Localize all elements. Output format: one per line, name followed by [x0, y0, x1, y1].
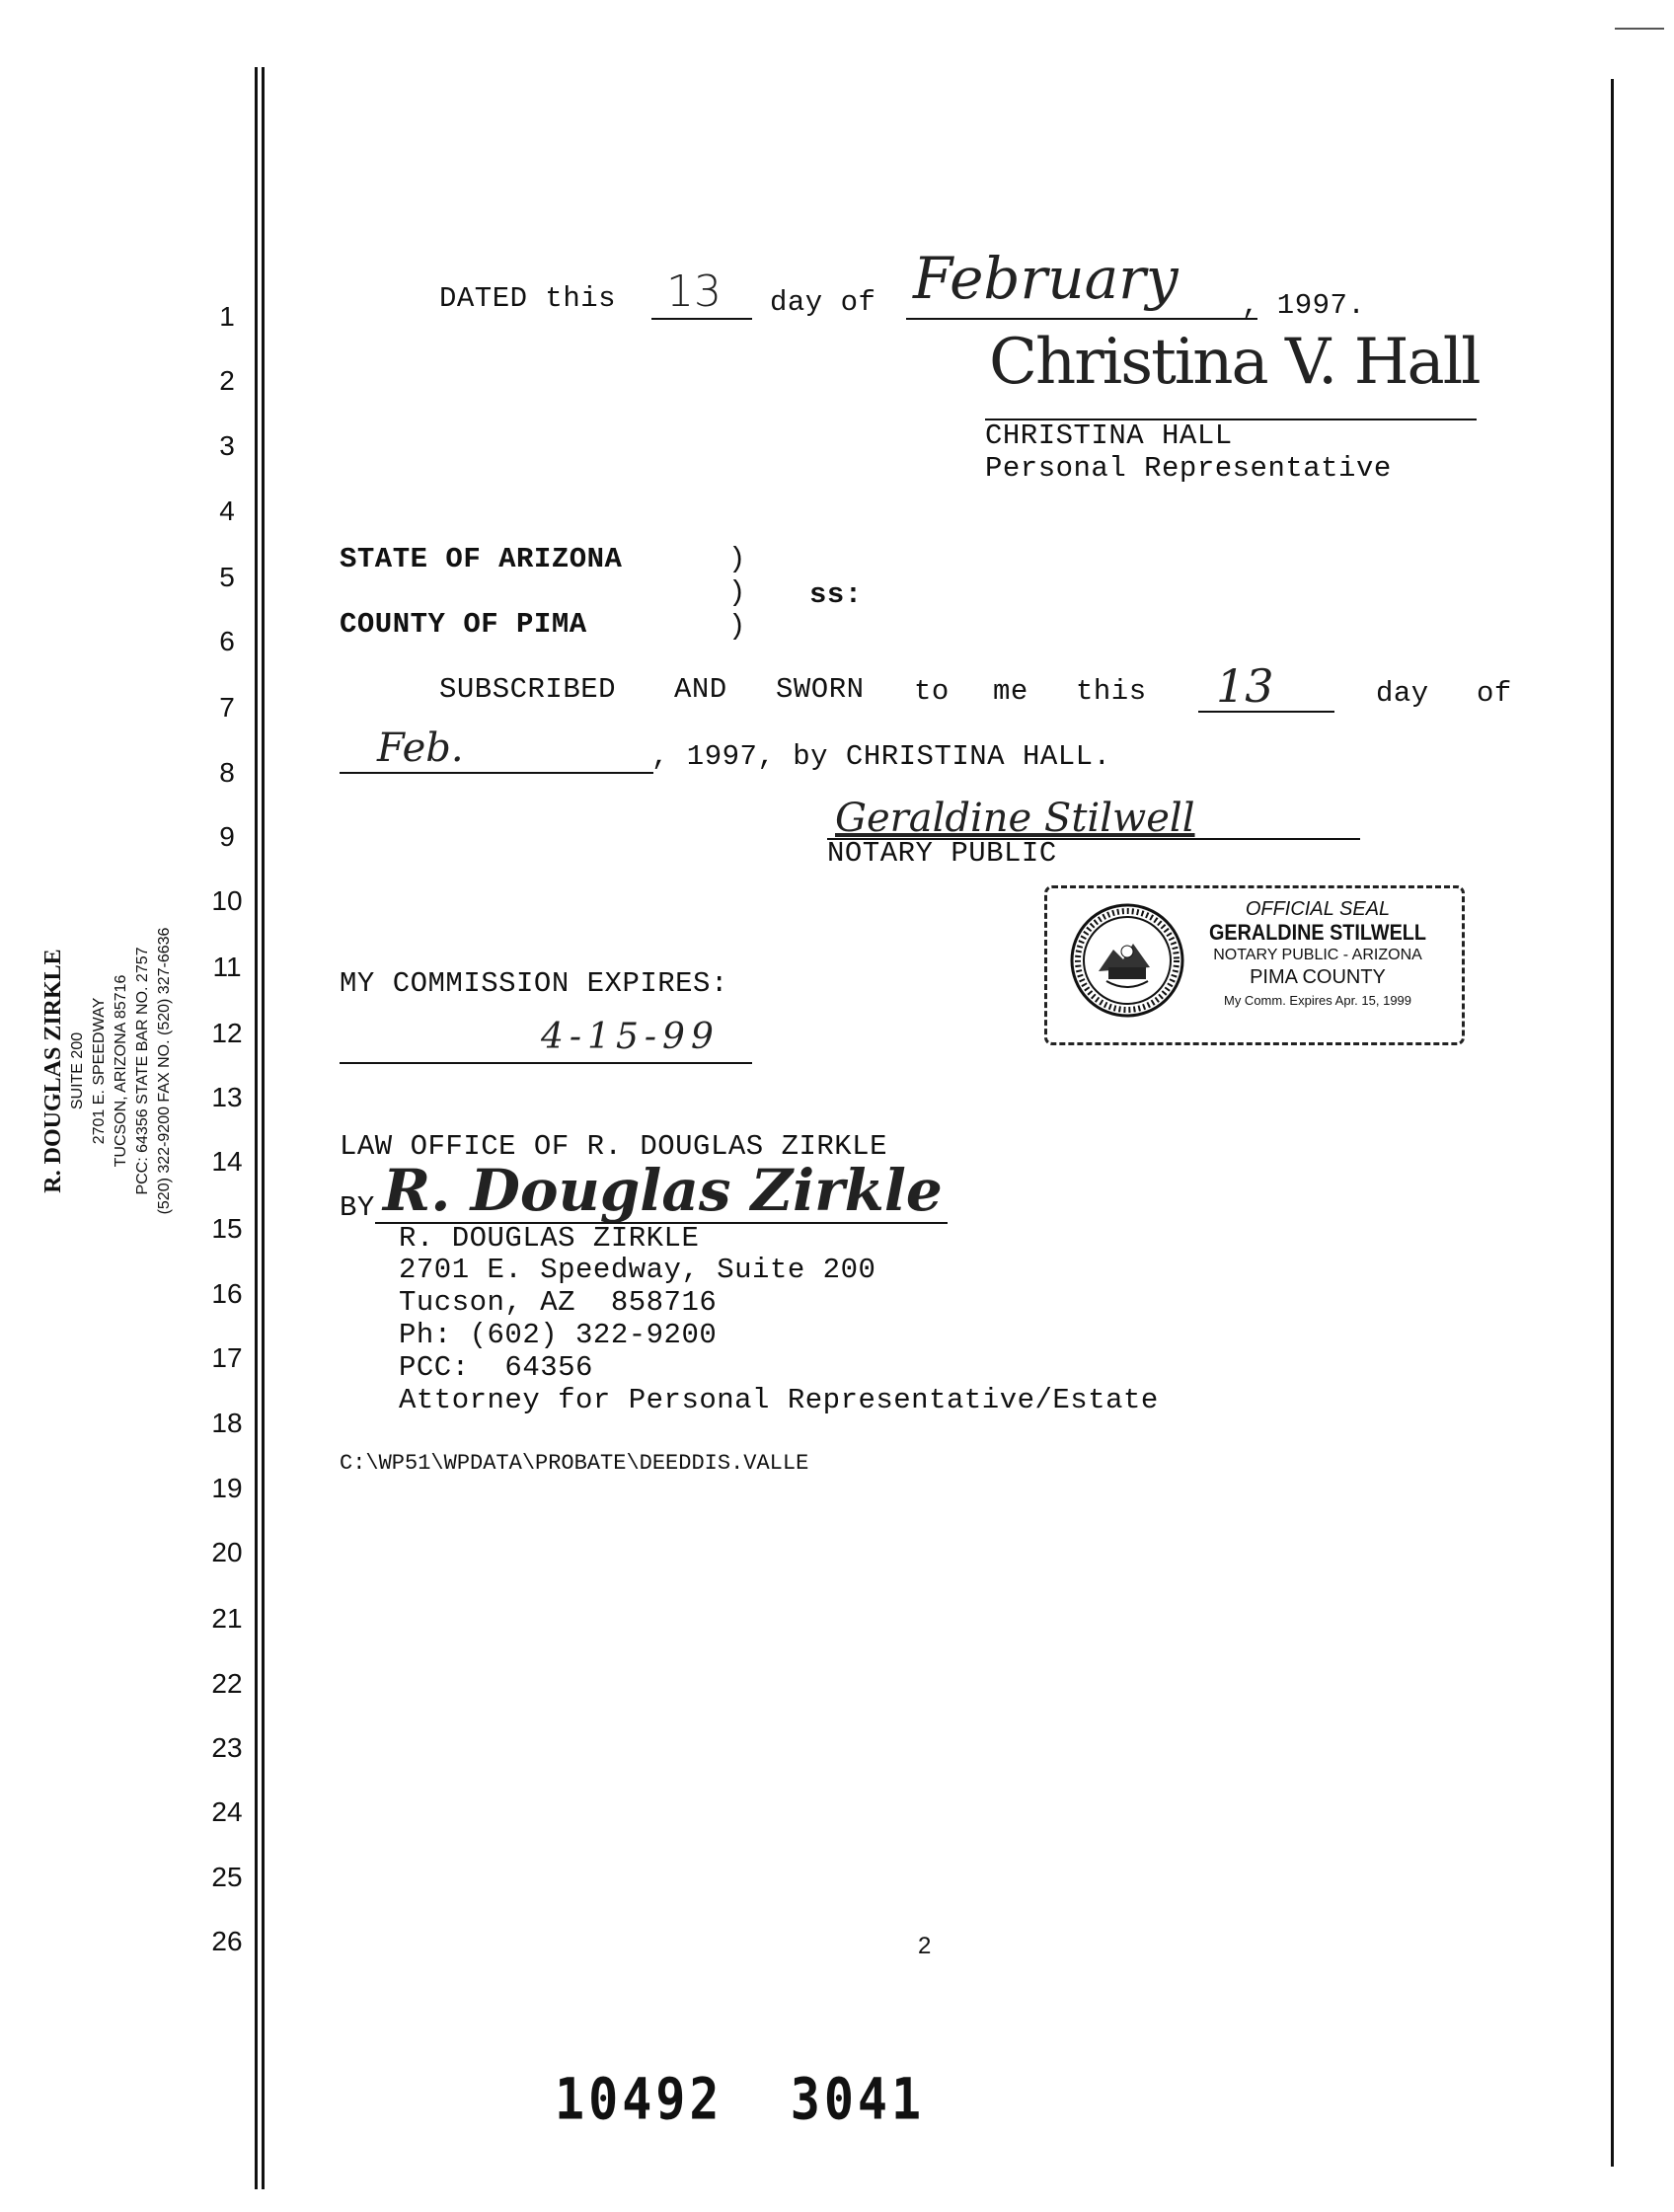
seal-line-expires: My Comm. Expires Apr. 15, 1999 [1223, 993, 1412, 1008]
signer-signature: Christina V. Hall [989, 326, 1480, 399]
sidebar-street: 2701 E. SPEEDWAY [91, 997, 108, 1145]
jurat-line2: , 1997, by CHRISTINA HALL. [651, 740, 1111, 773]
dated-month-handwritten: February [913, 245, 1179, 312]
commission-label: MY COMMISSION EXPIRES: [340, 967, 728, 1000]
venue-paren-3: ) [728, 610, 746, 643]
sidebar-phones: (520) 322-9200 FAX NO. (520) 327-6636 [156, 927, 173, 1215]
venue-paren-2: ) [728, 576, 746, 609]
left-double-rule-outer [255, 67, 258, 2189]
dated-suffix: , 1997. [1242, 289, 1366, 322]
line-number: 26 [211, 1926, 243, 1956]
line-number: 7 [219, 692, 235, 723]
page-number: 2 [918, 1933, 932, 1959]
dated-prefix: DATED this [439, 282, 617, 315]
attorney-name: R. DOUGLAS ZIRKLE [399, 1222, 700, 1255]
line-number: 19 [211, 1473, 243, 1503]
file-path: C:\WP51\WPDATA\PROBATE\DEEDDIS.VALLE [340, 1451, 809, 1476]
attorney-by: BY [340, 1191, 375, 1224]
sidebar-bar: PCC: 64356 STATE BAR NO. 2757 [134, 947, 151, 1195]
line-number: 9 [219, 821, 235, 852]
venue-state: STATE OF ARIZONA [340, 543, 623, 575]
attorney-phone: Ph: (602) 322-9200 [399, 1319, 718, 1351]
attorney-office: LAW OFFICE OF R. DOUGLAS ZIRKLE [340, 1130, 887, 1163]
line-number: 13 [211, 1082, 243, 1112]
venue-ss: ss: [809, 578, 863, 611]
sidebar-suite: SUITE 200 [69, 1031, 86, 1110]
line-number: 21 [211, 1603, 243, 1634]
line-number: 15 [211, 1213, 243, 1244]
line-number: 25 [211, 1862, 243, 1892]
line-number: 20 [211, 1537, 243, 1567]
attorney-address1: 2701 E. Speedway, Suite 200 [399, 1254, 876, 1286]
jurat-word: to [914, 675, 950, 708]
recording-number: 10492 3041 [555, 2066, 926, 2133]
commission-date-blank [340, 1062, 752, 1064]
great-seal-of-arizona-icon [1069, 902, 1185, 1019]
jurat-month-handwritten: Feb. [377, 725, 464, 771]
line-number: 14 [211, 1146, 243, 1177]
dated-day-blank [651, 318, 752, 320]
line-number: 8 [219, 757, 235, 788]
right-rule [1611, 79, 1614, 2167]
venue-county: COUNTY OF PIMA [340, 608, 587, 641]
line-number: 24 [211, 1796, 243, 1827]
jurat-word: of [1477, 677, 1512, 710]
official-seal-stamp [1044, 885, 1465, 1045]
dated-mid: day of [770, 286, 876, 319]
dated-month-blank [906, 318, 1257, 320]
line-number: 11 [212, 952, 242, 982]
attorney-pcc: PCC: 64356 [399, 1351, 593, 1384]
sidebar-city: TUCSON, ARIZONA 85716 [113, 974, 129, 1168]
line-number: 3 [219, 430, 235, 461]
line-number: 6 [219, 626, 235, 656]
corner-mark [1615, 28, 1664, 30]
notary-signature: Geraldine Stilwell [835, 796, 1195, 841]
line-number: 18 [211, 1408, 243, 1438]
signer-title: Personal Representative [985, 452, 1392, 485]
seal-line-notary-name: GERALDINE STILWELL [1208, 920, 1426, 945]
jurat-word: me [993, 675, 1028, 708]
commission-date-handwritten: 4-15-99 [541, 1017, 720, 1057]
attorney-signature: R. Douglas Zirkle [383, 1157, 943, 1224]
seal-line-official: OFFICIAL SEAL [1245, 898, 1391, 920]
venue-paren-1: ) [728, 543, 746, 575]
line-number: 22 [211, 1668, 243, 1699]
line-number: 16 [211, 1278, 243, 1309]
jurat-word: SUBSCRIBED [439, 673, 617, 706]
seal-line-notary-public: NOTARY PUBLIC - ARIZONA [1213, 947, 1422, 963]
line-number: 1 [219, 301, 235, 332]
jurat-word: SWORN [776, 673, 865, 706]
line-number: 17 [211, 1342, 243, 1373]
jurat-month-blank [340, 772, 653, 774]
line-number: 12 [211, 1018, 243, 1048]
signer-name: CHRISTINA HALL [985, 420, 1233, 452]
left-double-rule-inner [262, 67, 265, 2189]
sidebar-firm-name: R. DOUGLAS ZIRKLE [40, 949, 66, 1193]
jurat-word: AND [674, 673, 727, 706]
line-number: 10 [211, 885, 243, 916]
notary-label: NOTARY PUBLIC [827, 837, 1057, 870]
jurat-day-handwritten: 13 [1216, 659, 1274, 713]
line-number: 23 [211, 1732, 243, 1763]
line-number: 5 [219, 562, 235, 592]
dated-day-handwritten: 13 [666, 267, 722, 317]
seal-line-county: PIMA COUNTY [1250, 966, 1386, 988]
line-number: 4 [219, 496, 235, 526]
attorney-address2: Tucson, AZ 858716 [399, 1286, 718, 1319]
attorney-role: Attorney for Personal Representative/Estate [399, 1384, 1159, 1416]
jurat-word: this [1076, 675, 1147, 708]
line-number: 2 [219, 365, 235, 396]
jurat-word: day [1376, 677, 1429, 710]
